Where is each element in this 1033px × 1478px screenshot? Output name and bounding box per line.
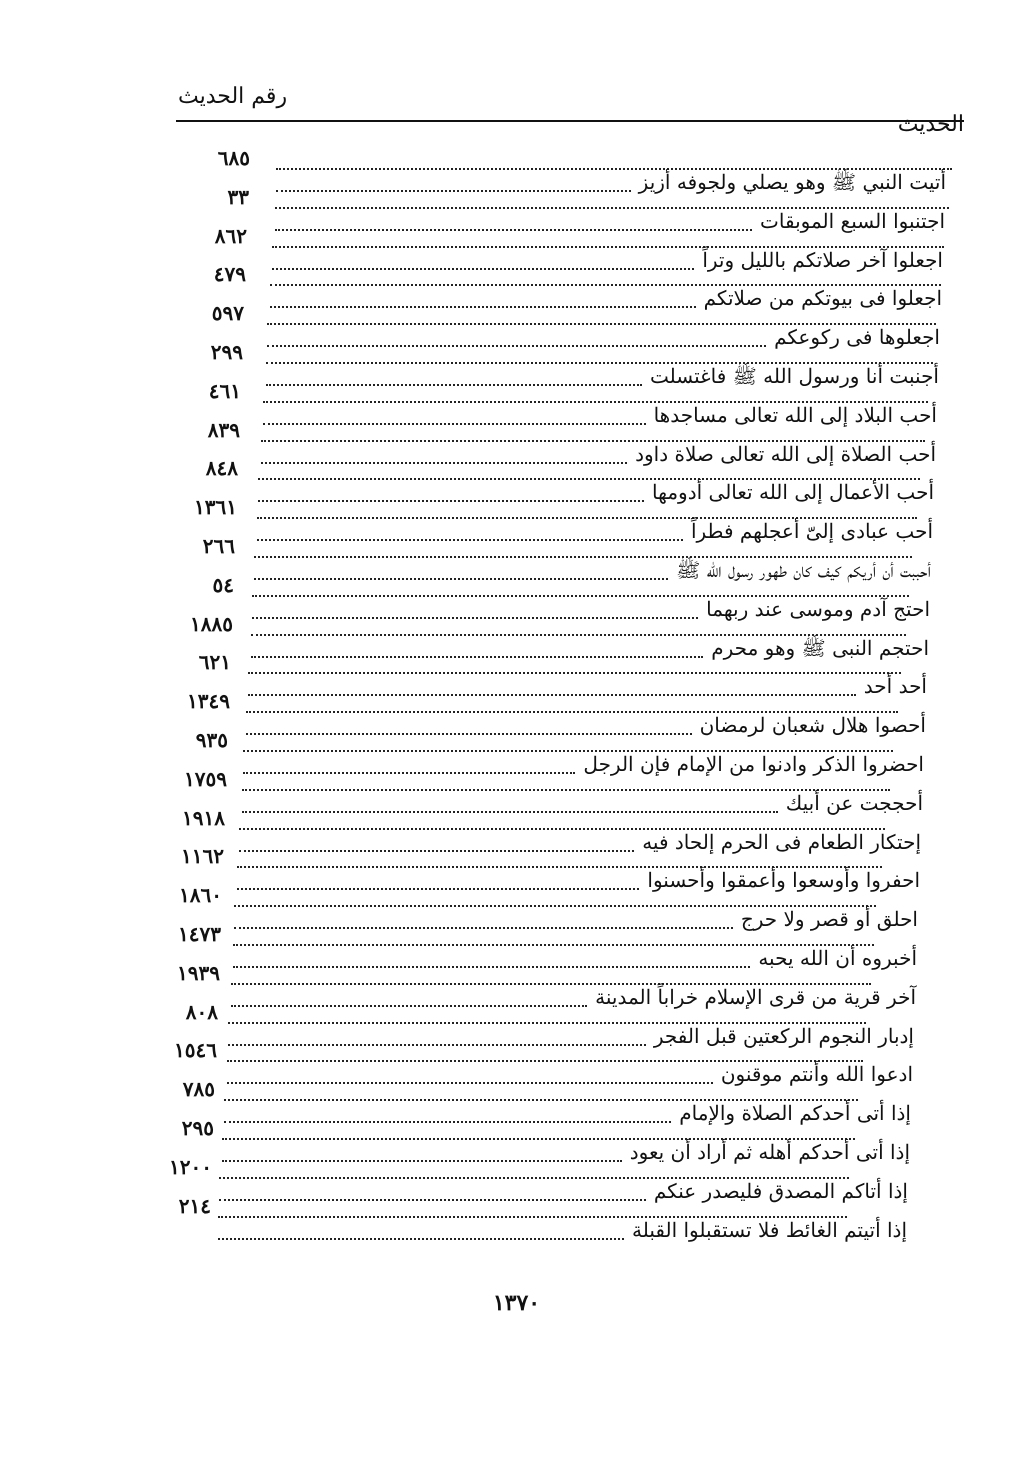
hadith-number: ٦٢١ xyxy=(198,650,231,674)
hadith-text: احتجم النبى ﷺ وهو محرم xyxy=(711,636,929,660)
hadith-number-column-header: رقم الحديث xyxy=(178,84,288,109)
hadith-text: اجتنبوا السبع الموبقات xyxy=(760,209,945,233)
hadith-number: ٦٨٥ xyxy=(217,146,250,170)
hadith-text: أحب البلاد إلى الله تعالى مساجدها xyxy=(653,403,937,427)
hadith-text: آخر قرية من قرى الإسلام خراباً المدينة xyxy=(595,985,916,1009)
hadith-text: اجعلوا آخر صلاتكم بالليل وتراً xyxy=(702,248,943,272)
hadith-number: ١٢٠٠ xyxy=(169,1155,212,1179)
index-entry xyxy=(0,1194,1033,1254)
hadith-text: أحب عبادى إلىّ أعجلهم فطراً xyxy=(690,519,933,543)
hadith-text: أخبروه أن الله يحبه xyxy=(758,946,917,970)
hadith-text: احتج آدم وموسى عند ربهما xyxy=(706,597,930,621)
hadith-text: إذا أتاكم المصدق فليصدر عنكم xyxy=(653,1179,908,1203)
hadith-number: ١٣٦١ xyxy=(194,495,237,519)
hadith-number: ٨٠٨ xyxy=(185,1000,218,1024)
hadith-number: ٢٩٥ xyxy=(181,1116,214,1140)
hadith-text: إدبار النجوم الركعتين قبل الفجر xyxy=(653,1024,914,1048)
hadith-text: أحب الأعمال إلى الله تعالى أدومها xyxy=(652,480,934,504)
hadith-column-header: الحديث xyxy=(897,112,964,137)
hadith-number: ٥٤ xyxy=(212,573,234,597)
hadith-text: إذا أتى أحدكم أهله ثم أراد أن يعود xyxy=(629,1140,910,1164)
hadith-number: ٣٣ xyxy=(227,185,249,209)
hadith-text: أحببت أن أريكم كيف كان طهور رسول الله ﷺ xyxy=(676,558,931,582)
hadith-number: ٨٤٨ xyxy=(205,456,238,480)
hadith-number: ١٤٧٣ xyxy=(178,922,221,946)
hadith-number: ٢٦٦ xyxy=(202,534,235,558)
hadith-text: إذا أتيتم الغائط فلا تستقبلوا القبلة xyxy=(632,1218,907,1242)
hadith-text: أحصوا هلال شعبان لرمضان xyxy=(699,713,926,737)
hadith-number: ١٩٣٩ xyxy=(177,961,220,985)
hadith-number: ٨٣٩ xyxy=(207,418,240,442)
hadith-text: أجنبت أنا ورسول الله ﷺ فاغتسلت xyxy=(650,364,939,388)
hadith-number: ٤٧٩ xyxy=(213,262,246,286)
hadith-text: أحد أحد xyxy=(863,674,927,698)
hadith-number: ٤٦١ xyxy=(208,379,241,403)
hadith-text: أحب الصلاة إلى الله تعالى صلاة داود xyxy=(635,442,936,466)
hadith-text: ادعوا الله وأنتم موقنون xyxy=(720,1062,913,1086)
hadith-text: إحتكار الطعام فى الحرم إلحاد فيه xyxy=(642,830,921,854)
hadith-number: ١٥٤٦ xyxy=(174,1038,217,1062)
hadith-text: أحججت عن أبيك xyxy=(785,791,923,815)
hadith-text: اجعلوها فى ركوعكم xyxy=(774,325,940,349)
hadith-text: احلق أو قصر ولا حرج xyxy=(740,907,918,931)
hadith-text: أتيت النبي ﷺ وهو يصلي ولجوفه أزيز xyxy=(638,170,946,194)
hadith-number: ٩٣٥ xyxy=(195,728,228,752)
dotted-leader xyxy=(218,1238,625,1240)
hadith-number: ٨٦٢ xyxy=(214,224,247,248)
hadith-text: اجعلوا فى بيوتكم من صلاتكم xyxy=(703,286,942,310)
hadith-number: ١٣٤٩ xyxy=(187,689,230,713)
hadith-number: ٥٩٧ xyxy=(211,301,244,325)
header-rule xyxy=(176,120,964,122)
page-number: ١٣٧٠ xyxy=(492,1290,541,1316)
hadith-number: ٢٩٩ xyxy=(210,340,243,364)
hadith-text: احضروا الذكر وادنوا من الإمام فإن الرجل xyxy=(583,752,924,776)
hadith-number: ٢١٤ xyxy=(178,1194,211,1218)
hadith-number: ١٩١٨ xyxy=(182,806,225,830)
hadith-number: ١٨٦٠ xyxy=(179,883,222,907)
hadith-text: إذا أتى أحدكم الصلاة والإمام xyxy=(679,1101,911,1125)
hadith-number: ١٧٥٩ xyxy=(184,767,227,791)
hadith-text: احفروا وأوسعوا وأعمقوا وأحسنوا xyxy=(647,868,920,892)
hadith-number: ٧٨٥ xyxy=(182,1077,215,1101)
hadith-number: ١٨٨٥ xyxy=(190,612,233,636)
hadith-number: ١١٦٢ xyxy=(181,844,224,868)
